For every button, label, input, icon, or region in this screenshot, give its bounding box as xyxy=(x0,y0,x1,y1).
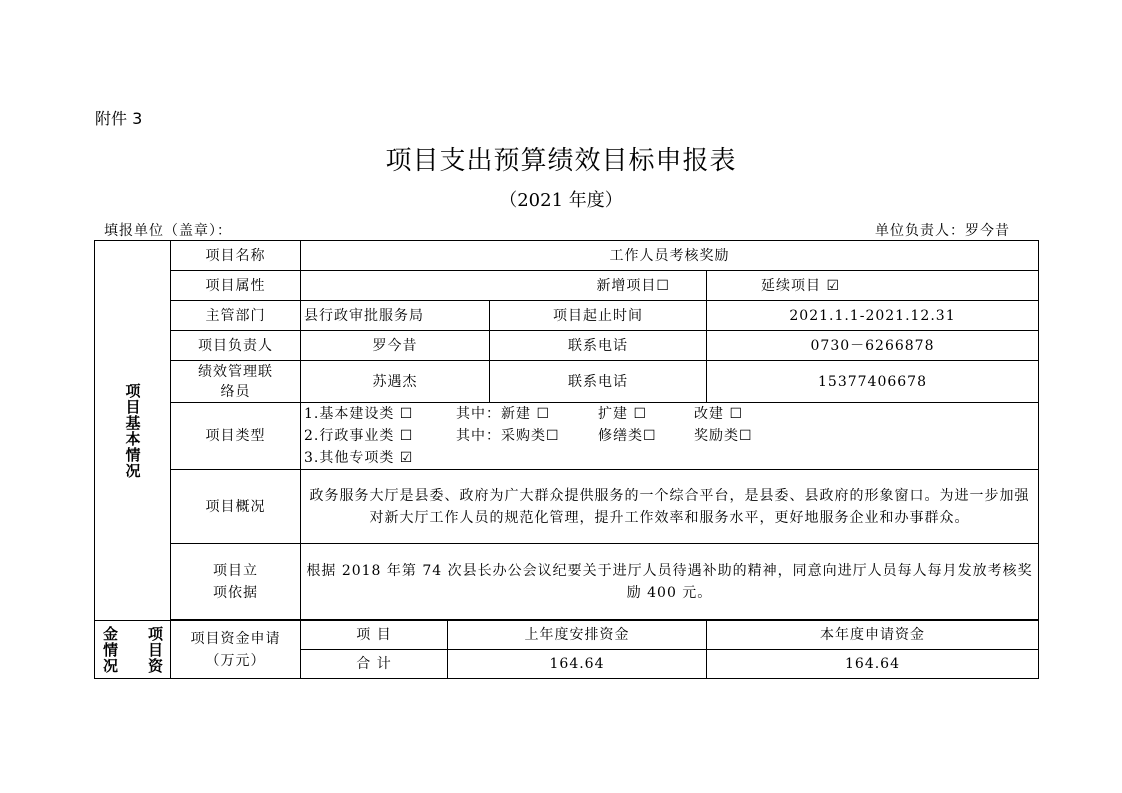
fill-unit-label: 填报单位（盖章）： xyxy=(104,223,232,239)
funds-total-last-year: 164.64 xyxy=(448,650,707,679)
funds-label-a: 金情况 xyxy=(101,625,119,674)
attachment-label: 附件 3 xyxy=(95,109,143,128)
project-name-value: 工作人员考核奖励 xyxy=(301,241,1039,271)
performance-contact-label: 绩效管理联络员 xyxy=(171,361,301,403)
funds-label-b: 项目资 xyxy=(146,625,164,674)
section-basic-info: 项目基本情况 xyxy=(95,241,171,621)
type-repair: 修缮类☐ xyxy=(598,428,657,444)
year-subtitle: （2021 年度） xyxy=(499,190,623,211)
contact-phone-value: 15377406678 xyxy=(707,361,1039,403)
project-type-options xyxy=(301,403,1039,470)
project-basis-label: 项目立项依据 xyxy=(171,544,301,620)
unit-leader-label: 单位负责人：罗今昔 xyxy=(875,223,1010,239)
department-value: 县行政审批服务局 xyxy=(301,301,490,331)
type-new-build: 其中：新建 ☐ xyxy=(456,406,551,422)
row-project-overview xyxy=(95,470,1039,544)
page-title: 项目支出预算绩效目标申报表 xyxy=(385,146,737,176)
project-type-label: 项目类型 xyxy=(171,403,301,470)
funds-apply-label: 项目资金申请（万元） xyxy=(171,621,301,679)
attribute-new-option: 新增项目☐ xyxy=(301,271,707,301)
row-performance-contact xyxy=(95,361,1039,403)
type-renovation: 改建 ☐ xyxy=(694,406,744,422)
period-value: 2021.1.1-2021.12.31 xyxy=(707,301,1039,331)
funds-col-last-year: 上年度安排资金 xyxy=(448,621,707,650)
leader-phone-label: 联系电话 xyxy=(490,331,707,361)
row-project-leader xyxy=(95,331,1039,361)
row-project-attribute xyxy=(95,271,1039,301)
performance-contact-value: 苏遇杰 xyxy=(301,361,490,403)
contact-phone-label: 联系电话 xyxy=(490,361,707,403)
project-overview-text: 政务服务大厅是县委、政府为广大群众提供服务的一个综合平台，是县委、县政府的形象窗口。为进一步加强对新大厅工作人员的规范化管理，提升工作效率和服务水平，更好地服务企业和办事群众。 xyxy=(301,470,1039,544)
row-project-name xyxy=(95,241,1039,271)
project-name-label: 项目名称 xyxy=(171,241,301,271)
type-line-2 xyxy=(304,425,1035,447)
type-administrative: 2.行政事业类 ☐ xyxy=(304,428,414,444)
declaration-form xyxy=(94,240,1039,679)
row-project-basis xyxy=(95,544,1039,620)
project-basis-text: 根据 2018 年第 74 次县长办公会议纪要关于进厅人员待遇补助的精神，同意向进厅人员每人每月发放考核奖励 400 元。 xyxy=(301,544,1039,620)
leader-phone-value: 0730－6266878 xyxy=(707,331,1039,361)
period-label: 项目起止时间 xyxy=(490,301,707,331)
type-line-3 xyxy=(304,447,1035,469)
project-attribute-label: 项目属性 xyxy=(171,271,301,301)
row-project-type xyxy=(95,403,1039,470)
type-other-special: 3.其他专项类 ☑ xyxy=(304,450,414,466)
project-overview-label: 项目概况 xyxy=(171,470,301,544)
project-leader-value: 罗今昔 xyxy=(301,331,490,361)
section-funds-info xyxy=(95,621,171,679)
funds-col-this-year: 本年度申请资金 xyxy=(707,621,1039,650)
attribute-continued-option: 延续项目 ☑ xyxy=(707,271,1039,301)
row-funds-header xyxy=(95,621,1039,650)
type-expansion: 扩建 ☐ xyxy=(598,406,648,422)
project-leader-label: 项目负责人 xyxy=(171,331,301,361)
funds-col-item: 项 目 xyxy=(301,621,448,650)
department-label: 主管部门 xyxy=(171,301,301,331)
funds-total-label: 合 计 xyxy=(301,650,448,679)
type-capital-construction: 1.基本建设类 ☐ xyxy=(304,406,414,422)
type-line-1 xyxy=(304,403,1035,425)
funds-total-this-year: 164.64 xyxy=(707,650,1039,679)
row-department xyxy=(95,301,1039,331)
type-procurement: 其中：采购类☐ xyxy=(456,428,560,444)
type-reward: 奖励类☐ xyxy=(694,428,753,444)
